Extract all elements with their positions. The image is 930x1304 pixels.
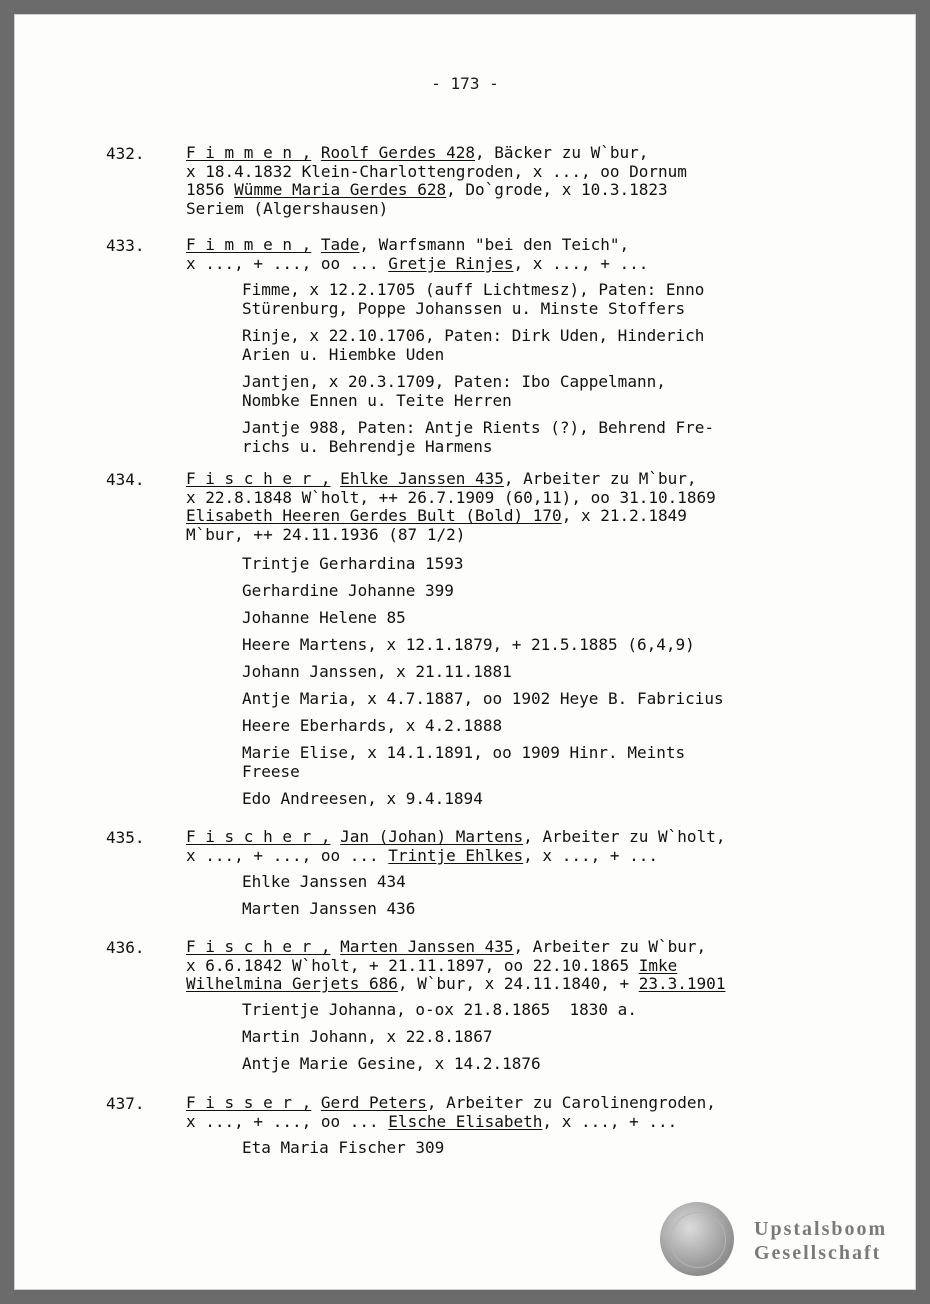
spouse-name: Elisabeth Heeren Gerdes Bult (Bold) 170 <box>186 506 562 525</box>
children-list <box>242 1000 842 1081</box>
child: Antje Marie Gesine, x 14.2.1876 <box>242 1054 541 1073</box>
surname: F i s c h e r , <box>186 469 331 488</box>
given-name: Ehlke Janssen 435 <box>340 469 504 488</box>
spouse-name: Gretje Rinjes <box>388 253 514 273</box>
entry-number: 433. <box>106 236 145 255</box>
children-list <box>242 1138 842 1165</box>
child: Martin Johann, x 22.8.1867 <box>242 1027 493 1046</box>
child: Marie Elise, x 14.1.1891, oo 1909 Hinr. Meints Freese <box>242 743 686 781</box>
entry-number: 434. <box>106 470 145 489</box>
child: Johann Janssen, x 21.11.1881 <box>242 662 512 681</box>
child: Antje Maria, x 4.7.1887, oo 1902 Heye B. Fabricius <box>242 689 724 708</box>
given-name: Roolf Gerdes 428 <box>320 143 475 162</box>
children-list <box>242 554 842 816</box>
child: Fimme, x 12.2.1705 (auff Lichtmesz), Paten: Enno Stürenburg, Poppe Johanssen u. Minste Stoffers <box>242 280 705 318</box>
society-logo: Upstalsboom Gesellschaft <box>754 1218 888 1264</box>
surname: F i m m e n , <box>186 235 312 254</box>
surname: F i s s e r , <box>186 1093 312 1112</box>
surname: F i s c h e r , <box>186 937 331 956</box>
child: Eta Maria Fischer 309 <box>242 1138 445 1157</box>
given-name: Tade <box>320 235 360 254</box>
document-page <box>14 14 916 1290</box>
spouse-name: Imke <box>638 955 678 975</box>
page-number: - 173 - <box>431 74 499 93</box>
entry-header: F i s s e r , Gerd Peters, Arbeiter zu Carolinengroden, x ..., + ..., oo ... Elsche Elisabeth, x ..., + ... <box>186 1093 716 1131</box>
entry-header: F i s c h e r , Ehlke Janssen 435, Arbeiter zu M`bur, x 22.8.1848 W`holt, ++ 26.7.1909 (60,11), oo 31.10.1869 Elisabeth Heeren Gerdes Bult (Bold) 170, x 21.2.1849 M`bur, ++ 24.11.1936 (87 1/2) <box>186 469 716 544</box>
spouse-name: Trintje Ehlkes <box>388 845 524 865</box>
entry-header: F i s c h e r , Jan (Johan) Martens, Arbeiter zu W`holt, x ..., + ..., oo ... Trintje Ehlkes, x ..., + ... <box>186 827 726 865</box>
child: Jantje 988, Paten: Antje Rients (?), Behrend Fre- richs u. Behrendje Harmens <box>242 418 715 456</box>
child: Marten Janssen 436 <box>242 899 416 918</box>
entry-header: F i s c h e r , Marten Janssen 435, Arbeiter zu W`bur, x 6.6.1842 W`holt, + 21.11.1897, oo 22.10.1865 Imke Wilhelmina Gerjets 686, W`bur, x 24.11.1840, + 23.3.1901 <box>186 937 726 993</box>
child: Ehlke Janssen 434 <box>242 872 406 891</box>
child: Gerhardine Johanne 399 <box>242 581 454 600</box>
child: Trientje Johanna, o-ox 21.8.1865 1830 a. <box>242 1000 637 1019</box>
children-list <box>242 280 842 464</box>
child: Edo Andreesen, x 9.4.1894 <box>242 789 483 808</box>
entry-header: F i m m e n , Tade, Warfsmann "bei den Teich", x ..., + ..., oo ... Gretje Rinjes, x ..., + ... <box>186 235 649 273</box>
child: Jantjen, x 20.3.1709, Paten: Ibo Cappelmann, Nombke Ennen u. Teite Herren <box>242 372 666 410</box>
child: Rinje, x 22.10.1706, Paten: Dirk Uden, Hinderich Arien u. Hiembke Uden <box>242 326 705 364</box>
spouse-name: Elsche Elisabeth <box>388 1111 543 1131</box>
entry-number: 436. <box>106 938 145 957</box>
entry-header: F i m m e n , Roolf Gerdes 428, Bäcker zu W`bur, x 18.4.1832 Klein-Charlottengroden, x ..., oo Dornum 1856 Wümme Maria Gerdes 628, Do`grode, x 10.3.1823 Seriem (Algershausen) <box>186 143 687 218</box>
spouse-name: Wilhelmina Gerjets 686 <box>186 974 398 993</box>
child: Johanne Helene 85 <box>242 608 406 627</box>
given-name: Marten Janssen 435 <box>340 937 514 956</box>
entry-number: 437. <box>106 1094 145 1113</box>
child: Heere Eberhards, x 4.2.1888 <box>242 716 503 735</box>
child: Heere Martens, x 12.1.1879, + 21.5.1885 (6,4,9) <box>242 635 695 654</box>
given-name: Gerd Peters <box>320 1093 427 1112</box>
society-seal-icon <box>660 1202 734 1276</box>
spouse-name: Wümme Maria Gerdes 628 <box>234 180 447 199</box>
entry-number: 435. <box>106 828 145 847</box>
surname: F i m m e n , <box>186 143 312 162</box>
entry-number: 432. <box>106 144 145 163</box>
children-list <box>242 872 842 926</box>
surname: F i s c h e r , <box>186 827 331 846</box>
given-name: Jan (Johan) Martens <box>340 827 524 846</box>
child: Trintje Gerhardina 1593 <box>242 554 464 573</box>
